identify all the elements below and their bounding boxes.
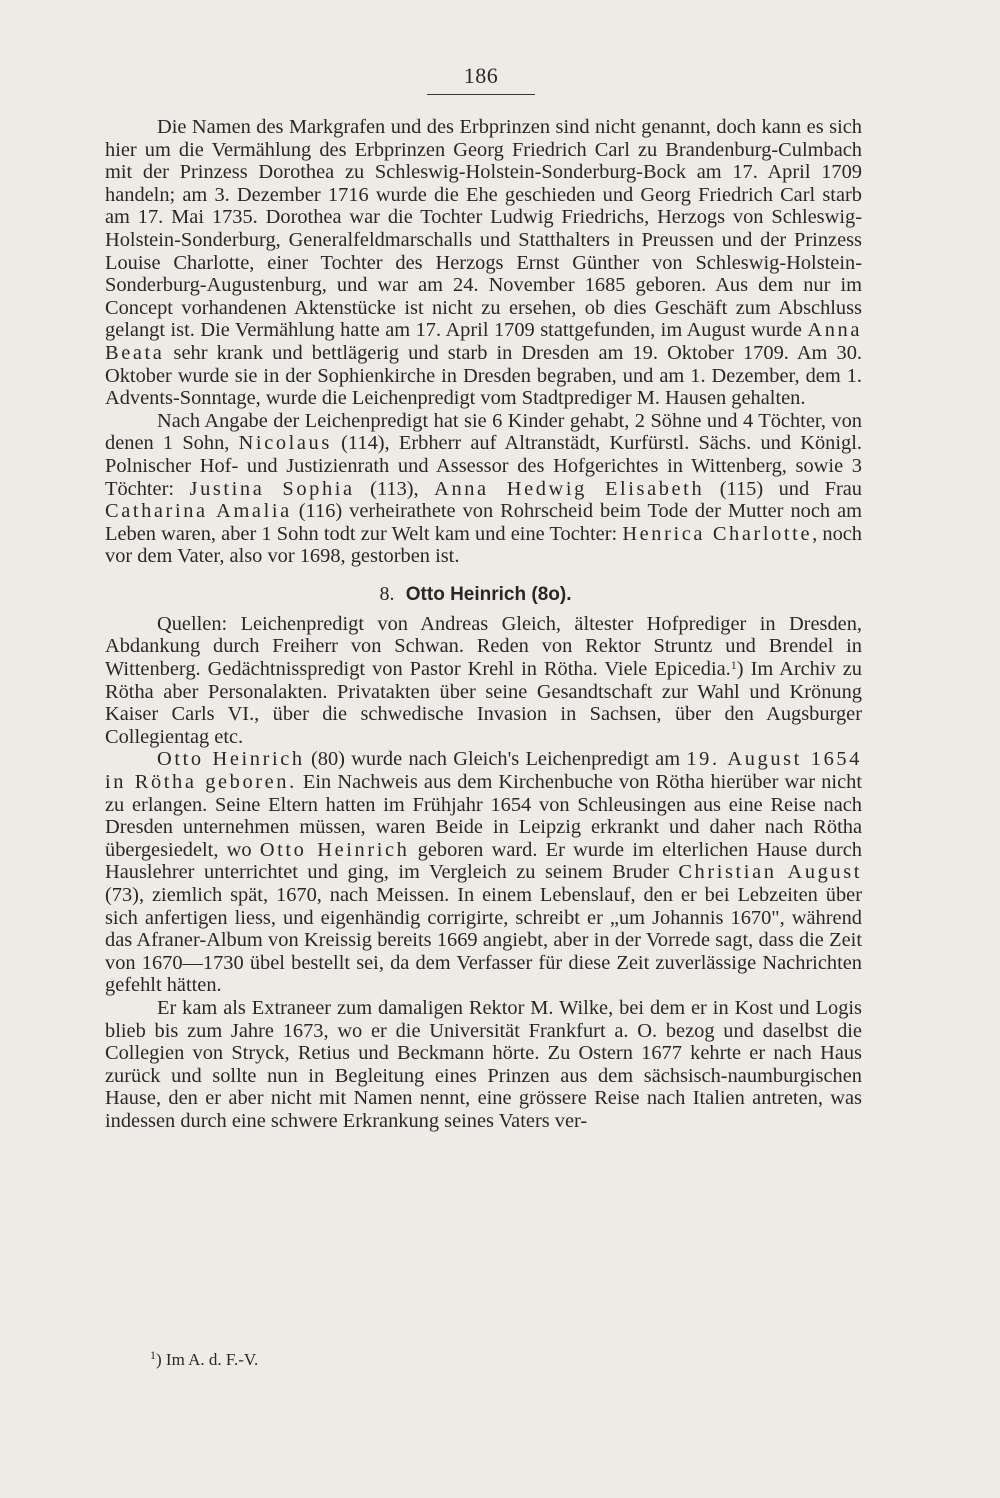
text-run: (116) verheirathete von Rohrscheid beim Tode der Mutter noch am Leben waren, aber 1 Sohn todt zur Welt kam und eine Tochter: bbox=[105, 500, 862, 545]
footnote-text: ) Im A. d. F.-V. bbox=[156, 1350, 259, 1369]
text-run: geboren ward. Er wurde im elterlichen Hause durch Hauslehrer unterrichtet und ging, im Vergleich zu seinem Bruder bbox=[105, 838, 862, 884]
text-run: (115) und Frau bbox=[704, 477, 863, 500]
page-number: 186 bbox=[463, 63, 499, 88]
text-section-part2 bbox=[105, 613, 862, 1133]
text-section-part1 bbox=[105, 116, 862, 568]
spaced-name: Anna Beata bbox=[105, 319, 862, 364]
text-run: , noch vor dem Vater, also vor 1698, gestorben ist. bbox=[105, 522, 863, 568]
section-heading bbox=[105, 582, 862, 607]
spaced-name: Justina Sophia bbox=[189, 477, 355, 500]
text-run: Er kam als Extraneer zum damaligen Rektor M. Wilke, bei dem er in Kost und Logis blieb bis zum Jahre 1673, wo er die Universität Frankfurt a. O. bezog und daselbst die Collegien von Stryck, Retius und Beckmann hörte. Zu Ostern 1677 kehrte er nach Haus zurück und sollte nun in Begleitung eines Prinzen aus dem sächsisch-naumburgischen Hause, den er aber nicht mit Namen nennt, eine grössere Reise nach Italien antreten, was indessen durch eine schwere Erkrankung seines Vaters ver- bbox=[105, 996, 862, 1132]
text-run: (80) wurde nach Gleich's Leichenpredigt am bbox=[304, 748, 687, 771]
paragraph bbox=[105, 748, 862, 997]
paragraph bbox=[105, 613, 862, 749]
text-run: sehr krank und bettlägerig und starb in Dresden am 19. Oktober 1709. Am 30. Oktober wurde sie in der Sophienkirche in Dresden begraben, und am 1. Dezember, dem 1. Advents-Sonntage, wurde die Leichenpredigt vom Stadtprediger M. Hausen gehalten. bbox=[105, 341, 862, 410]
text-run: (113), bbox=[354, 477, 435, 500]
spaced-name: Catharina Amalia bbox=[105, 500, 292, 523]
spaced-name: Christian August bbox=[678, 861, 863, 884]
footnote-reference: 1 bbox=[730, 658, 737, 673]
section-number: 8. bbox=[379, 582, 395, 605]
text-run: ) Im Archiv zu Rötha aber Personalakten. Privatakten über seine Gesandtschaft zur Wahl und Krönung Kaiser Carls VI., über die schwedische Invasion in Sachsen, über den Augsburger Collegientag etc. bbox=[105, 658, 862, 748]
spaced-name: Nicolaus bbox=[238, 432, 332, 455]
footnote-mark: 1 bbox=[150, 1348, 156, 1362]
spaced-name: Anna Hedwig Elisabeth bbox=[434, 477, 705, 500]
paragraph bbox=[105, 410, 862, 568]
paragraph bbox=[105, 997, 862, 1133]
page-number-rule bbox=[427, 94, 535, 95]
footnote bbox=[150, 1350, 258, 1370]
text-run: Quellen: Leichenpredigt von Andreas Gleich, ältester Hofprediger in Dresden, Abdankung durch Freiherr von Schwan. Reden von Rektor Struntz und Brendel in Wittenberg. Gedächtnisspredigt von Pastor Krehl in Rötha. Viele Epicedia. bbox=[105, 612, 862, 681]
spaced-name: Otto Heinrich bbox=[157, 748, 305, 771]
text-run: Die Namen des Markgrafen und des Erbprinzen sind nicht genannt, doch kann es sich hier um die Vermählung des Erbprinzen Georg Friedrich Carl zu Brandenburg-Culmbach mit der Prinzess Dorothea zu Schleswig-Holstein-Sonderburg-Bock am 17. April 1709 handeln; am 3. Dezember 1716 wurde die Ehe geschieden und Georg Friedrich Carl starb am 17. Mai 1735. Dorothea war die Tochter Ludwig Friedrichs, Herzogs von Schleswig-Holstein-Sonderburg, Generalfeldmarschalls und Statthalters in Preussen und der Prinzess Louise Charlotte, einer Tochter des Herzogs Ernst Günther von Schleswig-Holstein-Sonderburg-Augustenburg, und war am 24. November 1685 geboren. Aus dem nur im Concept vorhandenen Aktenstücke ist nicht zu ersehen, ob dies Geschäft zum Abschluss gelangt ist. Die Vermählung hatte am 17. April 1709 stattgefunden, im August wurde bbox=[105, 116, 862, 342]
text-run: (114), Erbherr auf Altranstädt, Kurfürstl. Sächs. und Königl. Polnischer Hof- und Justizienrath und Assessor des Hofgerichtes in Wittenberg, sowie 3 Töchter: bbox=[105, 432, 862, 500]
text-run: Nach Angabe der Leichenpredigt hat sie 6 Kinder gehabt, 2 Söhne und 4 Töchter, von denen 1 Sohn, bbox=[105, 409, 862, 455]
spaced-name: Otto Heinrich bbox=[259, 838, 410, 861]
section-title: Otto Heinrich (8o). bbox=[405, 583, 572, 605]
spaced-name: 19. August 1654 in Rötha geboren. bbox=[105, 748, 862, 794]
main-text bbox=[105, 116, 862, 1133]
text-run: Ein Nachweis aus dem Kirchenbuche von Rötha hierüber war nicht zu erlangen. Seine Eltern hatten im Frühjahr 1654 von Schleusingen aus eine Reise nach Dresden unternehmen müssen, waren Beide in Leipzig erkrankt und daher nach Rötha übergesiedelt, wo bbox=[105, 771, 862, 861]
text-run: (73), ziemlich spät, 1670, nach Meissen. In einem Lebenslauf, den er bei Lebzeiten über sich anfertigen liess, und eigenhändig corrigirte, schreibt er „um Johannis 1670", während das Afraner-Album von Kreissig bereits 1669 angiebt, aber in der Vorrede sagt, dass die Zeit von 1670—1730 übel bestellt sei, da dem Verfasser für diese Zeit zuverlässige Nachrichten gefehlt hätten. bbox=[105, 884, 862, 997]
paragraph bbox=[105, 116, 862, 410]
spaced-name: Henrica Charlotte bbox=[622, 522, 813, 545]
